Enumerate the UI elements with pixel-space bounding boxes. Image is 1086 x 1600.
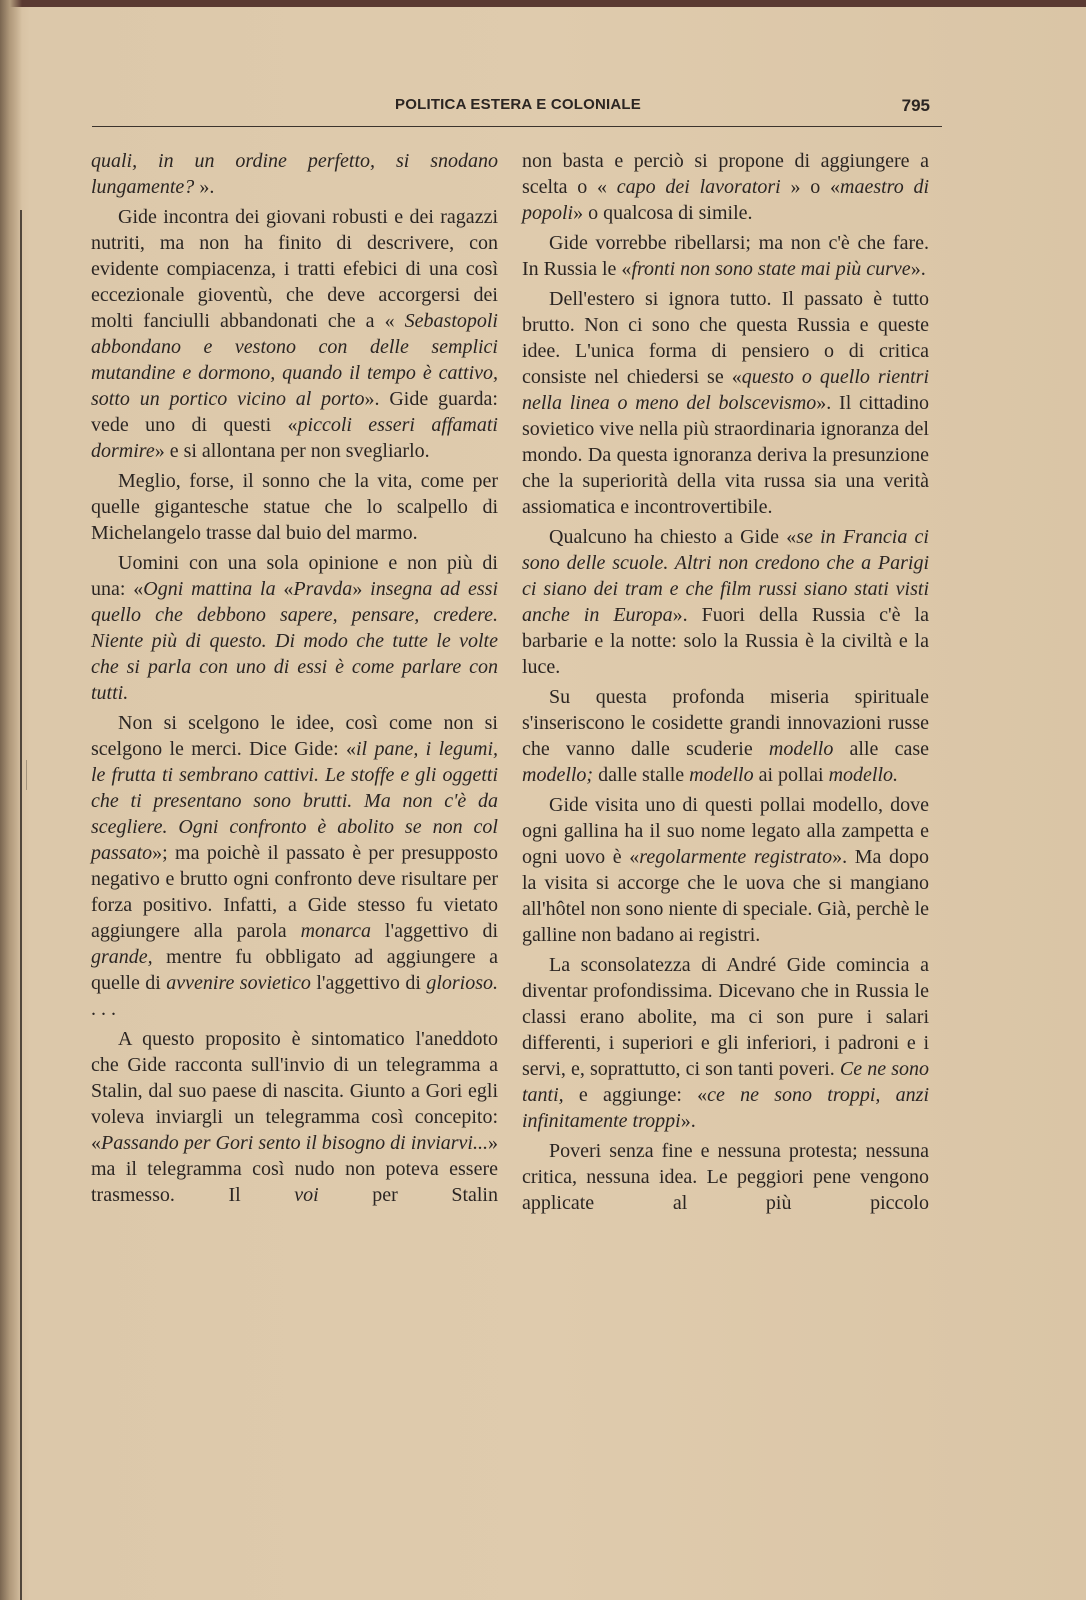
italic-text: modello [768, 738, 834, 760]
quote-italic: insegna ad essi quello che debbono sapere, pensare, credere. Niente più di questo. Di modo che tutte le volte che si parla con uno di essi è come parlare con tutti. [91, 578, 499, 704]
text: Gide vorrebbe ribellarsi; ma non c'è che fare. In Russia le « [522, 232, 929, 280]
text: » ma il telegramma così nudo non poteva essere trasmesso. Il [91, 1132, 498, 1206]
text: Dell'estero si ignora tutto. Il passato è tutto brutto. Non ci sono che questa Russia e queste idee. L'unica forma di pensiero o di critica consiste nel chiedersi se « [522, 288, 929, 388]
text: ai pollai [753, 764, 829, 786]
quote-italic: Pravda [293, 578, 353, 600]
paragraph [522, 230, 929, 282]
page-number: 795 [901, 96, 930, 115]
paragraph [91, 710, 498, 1022]
text: Non si scelgono le idee, così come non si scelgono le merci. Dice Gide: « [91, 712, 498, 760]
paragraph [91, 204, 498, 464]
text: Gide incontra dei giovani robusti e dei ragazzi nutriti, ma non ha finito di descrivere, con evidente compiacenza, i tratti efebici di una così eccezionale gioventù, che deve accorgersi dei molti fanciulli abbandonati che a « [91, 206, 498, 332]
text: » [352, 578, 371, 600]
paragraph [91, 1026, 498, 1208]
text: Qualcuno ha chiesto a Gide « [549, 526, 797, 548]
text: non basta e perciò si propone di aggiungere a scelta o « [522, 150, 929, 198]
text: Uomini con una sola opinione e non più di una: « [91, 552, 498, 600]
text: mentre fu obbligato ad aggiungere a quelle di [91, 946, 498, 994]
quote-italic: capo dei lavoratori [616, 176, 781, 198]
text: « [275, 578, 294, 600]
text: ». Ma dopo la visita si accorge che le uova che si mangiano all'hôtel non sono niente di speciale. Già, perchè le galline non badano ai registri. [522, 846, 929, 946]
page-top-edge [0, 0, 1086, 7]
italic-text: voi [294, 1184, 319, 1206]
paragraph [522, 684, 929, 788]
text: Su questa profonda miseria spirituale s'inseriscono le cosidette grandi innovazioni russe che vanno dalle scuderie [522, 686, 929, 760]
running-header [92, 96, 942, 120]
quote-italic: fronti non sono state mai più curve [631, 258, 911, 280]
left-column [91, 148, 498, 1208]
italic-text: modello; [522, 764, 594, 786]
text: La sconsolatezza di André Gide comincia a diventar profondissima. Dicevano che in Russia le classi erano abolite, ma ci son pure i salari differenti, i superiori e gli inferiori, i padroni e i servi, e, soprattutto, ci son tanti poveri. [522, 954, 929, 1080]
paragraph: Meglio, forse, il sonno che la vita, come per quelle gigantesche statue che lo scalpello di Michelangelo trasse dal buio del marmo. [91, 470, 498, 544]
quote-italic: il pane, i legumi, le frutta ti sembrano cattivi. Le stoffe e gli oggetti che ti presentano sono brutti. Ma non c'è da scegliere. Ogni confronto è abolito se non col passato [91, 738, 499, 864]
text: Gide visita uno di questi pollai modello, dove ogni gallina ha il suo nome legato alla zampetta e ogni uovo è « [522, 794, 929, 868]
text: ». Il cittadino sovietico vive nella più straordinaria ignoranza del mondo. Da questa ignoranza deriva la presunzione che la superiorità della vita russa sia una verità assiomatica e incontrovertibile. [522, 392, 929, 518]
text: e aggiunge: « [563, 1084, 708, 1106]
text: » o qualcosa di simile. [573, 202, 753, 224]
italic-text: monarca [300, 920, 371, 942]
margin-pencil-mark [26, 760, 41, 790]
text: A questo proposito è sintomatico l'aneddoto che Gide racconta sull'invio di un telegramma a Stalin, dal suo paese di nascita. Giunto a Gori egli voleva inviargli un telegramma così concepito: « [91, 1028, 498, 1154]
paragraph [522, 524, 929, 680]
right-column [522, 148, 929, 1216]
text: l'aggettivo di [370, 920, 499, 942]
text: dalle stalle [593, 764, 690, 786]
header-rule [92, 126, 942, 127]
text: ». Gide guarda: vede uno di questi « [91, 388, 498, 436]
quote-italic: questo o quello rientri nella linea o meno del bolscevismo [522, 366, 930, 414]
paragraph [91, 148, 498, 200]
text: ». [680, 1110, 696, 1132]
italic-text: avvenire sovietico [166, 972, 311, 994]
text: ». Fuori della Russia c'è la barbarie e la notte: solo la Russia è la civiltà e la luce. [522, 604, 929, 678]
paragraph [522, 148, 929, 226]
text: » e si allontana per non svegliarlo. [154, 440, 430, 462]
paragraph [91, 550, 498, 706]
text: . . . [91, 998, 116, 1020]
italic-text: Ce ne sono tanti, [522, 1058, 929, 1106]
running-head-title: POLITICA ESTERA E COLONIALE [395, 96, 641, 113]
text: » o « [780, 176, 840, 198]
page-left-border [20, 210, 22, 1600]
text: »; ma poichè il passato è per presupposto negativo e brutto ogni confronto deve risultare per forza positivo. Infatti, a Gide stesso fu vietato aggiungere alla parola [91, 842, 498, 942]
text: alle case [833, 738, 929, 760]
quote-italic: Ogni mattina la [143, 578, 276, 600]
quote-italic: piccoli esseri affamati dormire [91, 414, 498, 462]
italic-text: quali, in un ordine perfetto, si snodano lungamente? [91, 150, 498, 198]
text: ». [910, 258, 926, 280]
paragraph [522, 952, 929, 1134]
italic-text: modello. [828, 764, 899, 786]
italic-text: glorioso. [426, 972, 498, 994]
quote-italic: Sebastopoli abbondano e vestono con delle semplici mutandine e dormono, quando il tempo è cattivo, sotto un portico vicino al porto [91, 310, 498, 410]
paragraph [522, 286, 929, 520]
quote-italic: se in Francia ci sono delle scuole. Altri non credono che a Parigi ci siano dei tram e che film russi siano stati visti anche in Europa [522, 526, 929, 626]
quote-italic: regolarmente registrato [639, 846, 833, 868]
italic-text: grande, [91, 946, 153, 968]
page-binding-shadow [0, 0, 22, 1600]
quote-italic: maestro di popoli [522, 176, 930, 224]
text: l'aggettivo di [310, 972, 427, 994]
quote-italic: ce ne sono troppi, anzi infinitamente troppi [522, 1084, 929, 1132]
paragraph [522, 792, 929, 948]
paragraph: Poveri senza fine e nessuna protesta; nessuna critica, nessuna idea. Le peggiori pene vengono applicate al più piccolo [522, 1140, 929, 1214]
quote-italic: Passando per Gori sento il bisogno di inviarvi... [101, 1132, 488, 1154]
italic-text: modello [689, 764, 754, 786]
text: ». [194, 176, 215, 198]
text: per Stalin [318, 1184, 498, 1206]
